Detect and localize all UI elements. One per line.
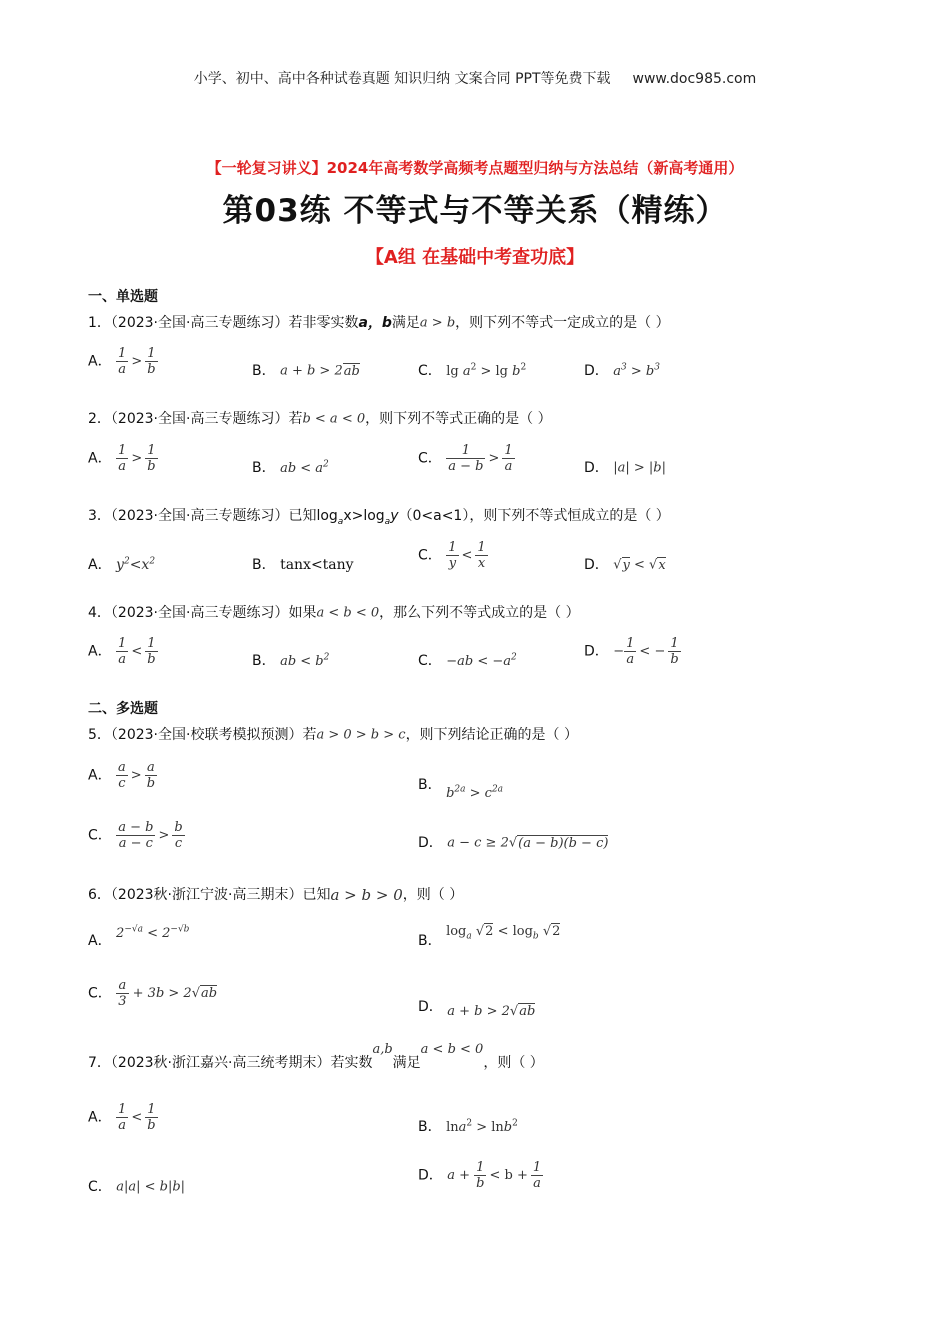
q1-option-c[interactable]: C． $\lg a^2 > \lg b^2$ (418, 362, 527, 380)
q6-option-c[interactable]: C． $\frac{a}{3}$ + 3b > 2√ab (88, 978, 218, 1009)
q4-option-a[interactable]: A． $\frac{1}{a}$ < $\frac{1}{b}$ (88, 636, 156, 667)
section-multi: 二、多选题 (88, 701, 158, 717)
q2-option-c[interactable]: C． $\frac{1}{a - b}$ > $\frac{1}{a}$ (418, 443, 513, 474)
q7-option-b[interactable]: B． lna$^2$ > lnb$^2$ (418, 1118, 518, 1136)
q2-option-a[interactable]: A． $\frac{1}{a}$ > $\frac{1}{b}$ (88, 443, 156, 474)
page-title: 第03练 不等式与不等关系（精练） (222, 193, 728, 229)
q6-option-b[interactable]: B． $\log_a √2 < \log_b √2$ (418, 924, 561, 949)
q6-option-d[interactable]: D． a + b > 2√ab (418, 999, 536, 1019)
q5-option-d[interactable]: D． a − c ≥ 2√(a − b)(b − c) (418, 835, 609, 851)
q7-option-a[interactable]: A． $\frac{1}{a}$ < $\frac{1}{b}$ (88, 1102, 156, 1133)
q5-option-b[interactable]: B． $b^{2a} > c^{2a}$ (418, 777, 504, 802)
q3-option-c[interactable]: C． $\frac{1}{y}$ < $\frac{1}{x}$ (418, 540, 486, 571)
q3-option-b[interactable]: B． tanx<tany (252, 557, 354, 573)
q7-option-c[interactable]: C． a|a| < b|b| (88, 1179, 186, 1195)
question-6: 6．（2023秋·浙江宁波·高三期末）已知a > b > 0，则（ ） (88, 886, 464, 904)
q5-option-c[interactable]: C． $\frac{a - b}{a - c}$ > $\frac{b}{c}$ (88, 820, 183, 851)
q2-option-d[interactable]: D． |a| > |b| (584, 460, 666, 476)
group-title: 【A组 在基础中考查功底】 (365, 247, 585, 268)
q4-option-c[interactable]: C． $-ab < -a^2$ (418, 652, 517, 670)
q1-option-d[interactable]: D． $a^3 > b^3$ (584, 362, 660, 380)
header-text: 小学、初中、高中各种试卷真题 知识归纳 文案合同 PPT等免费下载 (193, 71, 611, 87)
question-3: 3．（2023·全国·高三专题练习）已知$\log_ax>\log_ay(0<a<1)$，则下列不等式恒成立的是（ ） (88, 508, 670, 527)
q4-option-b[interactable]: B． ab < $b^2$ (252, 652, 330, 670)
q5-option-a[interactable]: A． $\frac{a}{c}$ > $\frac{a}{b}$ (88, 760, 156, 791)
q3-option-a[interactable]: A． $y^2<x^2$ (88, 556, 156, 574)
series-title: 【一轮复习讲义】2024年高考数学高频考点题型归纳与方法总结（新高考通用） (206, 159, 744, 177)
q3-option-d[interactable]: D． √y < √x (584, 557, 666, 573)
q1-option-b[interactable]: B． a + b > 2ab (252, 363, 360, 379)
q4-option-d[interactable]: D． − $\frac{1}{a}$ < − $\frac{1}{b}$ (584, 636, 679, 667)
question-4: 4．（2023·全国·高三专题练习）如果a < b < 0，那么下列不等式成立的是（ ） (88, 605, 580, 621)
q1-option-a[interactable]: A． $\frac{1}{a}$ > $\frac{1}{b}$ (88, 346, 156, 377)
page-header (0, 68, 950, 88)
question-5: 5．（2023·全国·校联考模拟预测）若a > 0 > b > c，则下列结论正确的是（ ） (88, 727, 579, 743)
q6-option-a[interactable]: A． $2^{-√a} < 2^{-√b}$ (88, 924, 190, 949)
q2-option-b[interactable]: B． ab < $a^2$ (252, 459, 329, 477)
question-2: 2．（2023·全国·高三专题练习）若b < a < 0，则下列不等式正确的是（ ） (88, 411, 552, 427)
header-site[interactable]: www.doc985.com (632, 71, 757, 87)
section-single: 一、单选题 (88, 289, 158, 305)
question-1: 1．（2023·全国·高三专题练习）若非零实数a，b满足a > b，则下列不等式一定成立的是（ ） (88, 315, 670, 331)
question-7: 7．（2023秋·浙江嘉兴·高三统考期末）若实数a,b满足a < b < 0，则（ ） (88, 1041, 544, 1071)
q7-option-d[interactable]: D． a + $\frac{1}{b}$ < b + $\frac{1}{a}$ (418, 1160, 542, 1191)
